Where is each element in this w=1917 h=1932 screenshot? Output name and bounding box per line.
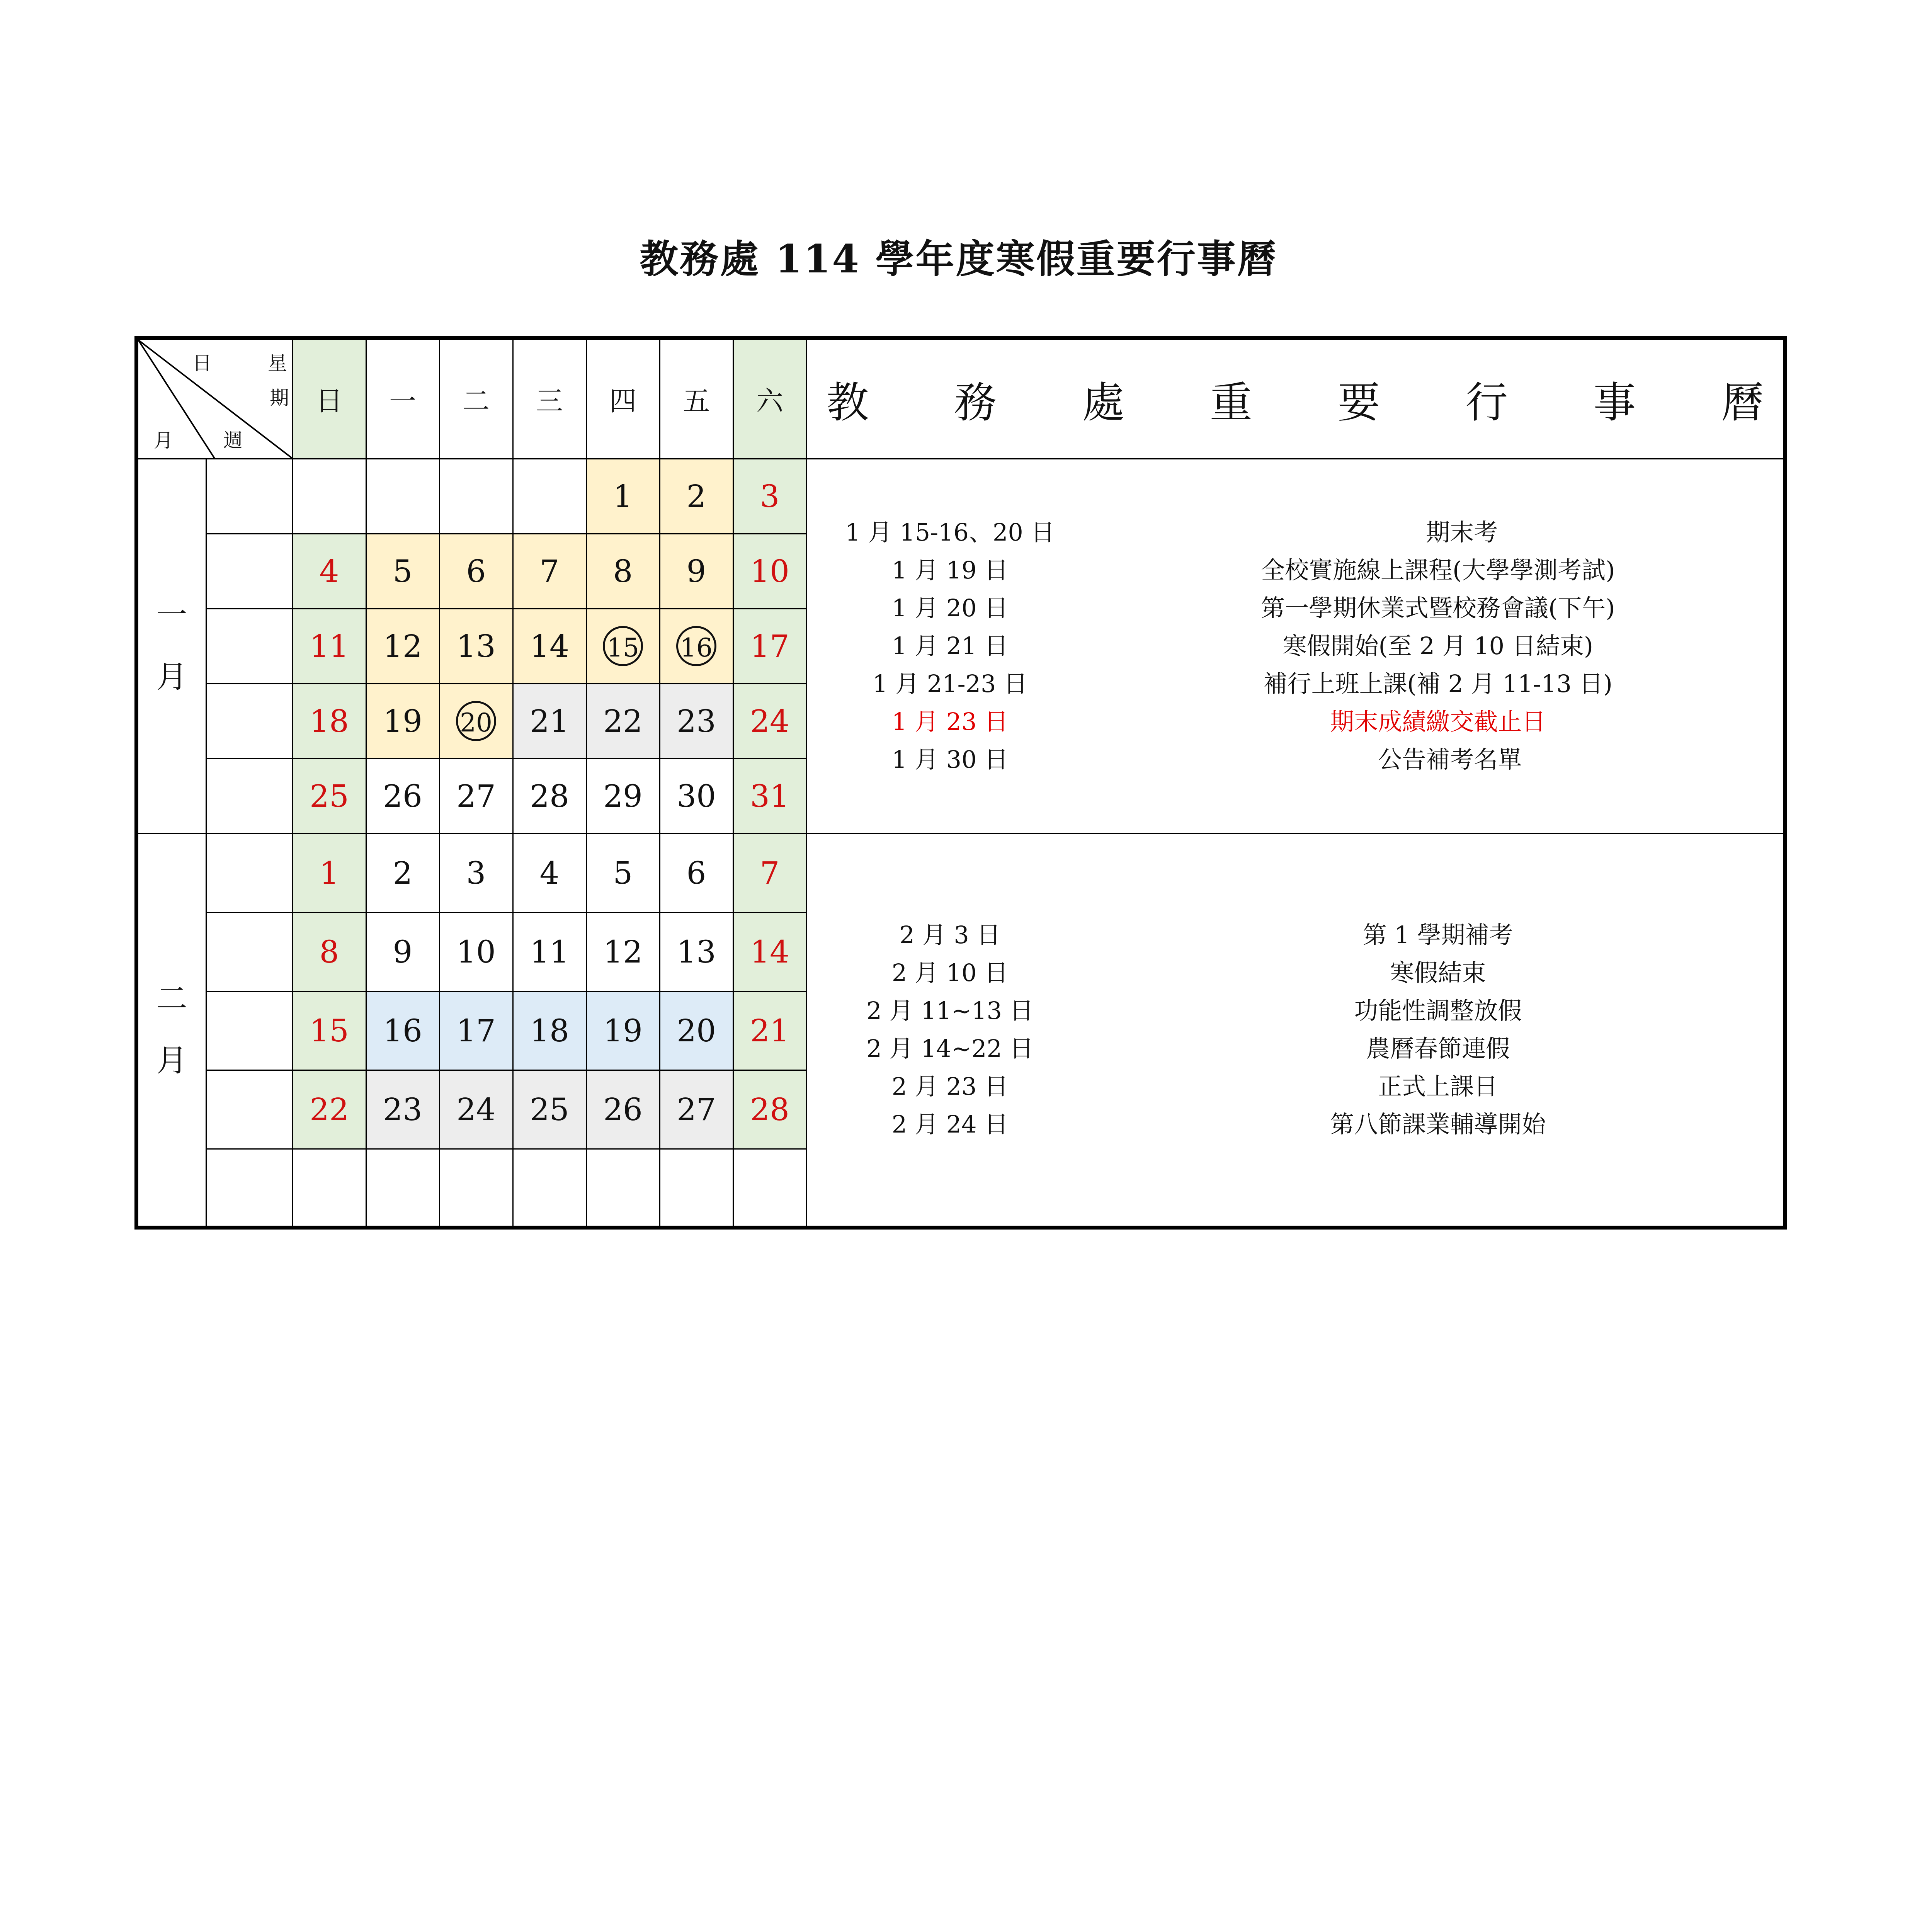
day-cell (366, 991, 439, 1070)
day-cell (366, 459, 439, 534)
day-number: 8 (319, 934, 339, 970)
day-cell (439, 534, 513, 609)
day-number: 14 (530, 628, 569, 664)
day-number: 23 (677, 703, 716, 739)
day-number: 18 (310, 703, 349, 739)
event-item (807, 627, 1783, 665)
day-number: 16 (383, 1012, 422, 1049)
weekday-mon: 一 (366, 338, 439, 459)
day-number: 17 (456, 1012, 496, 1049)
event-text: 全校實施線上課程(大學學測考試) (1261, 556, 1615, 584)
week-row (136, 833, 1785, 912)
week-row (136, 459, 1785, 534)
day-number: 24 (750, 703, 789, 739)
week-number-cell (206, 912, 293, 991)
day-number: 27 (456, 778, 496, 814)
day-cell (586, 1149, 660, 1228)
corner-week-label: 週 (223, 429, 243, 452)
month-label-char: 二 (156, 981, 187, 1017)
day-number: 17 (750, 628, 789, 664)
events-title-char: 教 (826, 378, 869, 427)
day-cell (513, 759, 586, 833)
corner-header (136, 338, 293, 459)
event-item (807, 1105, 1783, 1143)
events-title-char: 重 (1209, 378, 1252, 427)
event-date: 1 月 19 日 (891, 556, 1009, 584)
event-item (807, 551, 1783, 589)
weekday-thu: 四 (586, 338, 660, 459)
day-number: 6 (466, 553, 486, 589)
day-number: 22 (603, 703, 643, 739)
day-number: 3 (466, 855, 486, 891)
day-cell (366, 684, 439, 759)
day-number: 21 (530, 703, 569, 739)
event-date: 2 月 24 日 (891, 1110, 1009, 1139)
day-cell (513, 534, 586, 609)
month-label-char: 月 (156, 1043, 187, 1079)
day-number: 5 (393, 553, 413, 589)
day-cell (366, 833, 439, 912)
calendar-body (136, 459, 1785, 1228)
day-number: 22 (310, 1091, 349, 1128)
weekday-tue: 二 (439, 338, 513, 459)
week-number-cell (206, 609, 293, 684)
day-number: 26 (603, 1091, 643, 1128)
events-title-char: 務 (954, 378, 997, 427)
week-number-cell (206, 459, 293, 534)
day-number: 23 (383, 1091, 422, 1128)
day-number: 2 (393, 855, 413, 891)
event-text: 補行上班上課(補 2 月 11-13 日) (1263, 670, 1613, 698)
weekday-sat: 六 (733, 338, 806, 459)
day-cell (366, 1070, 439, 1149)
day-number: 7 (539, 553, 560, 589)
day-cell (733, 534, 806, 609)
day-cell (733, 912, 806, 991)
month-label-char: 月 (156, 659, 187, 695)
day-cell (513, 609, 586, 684)
day-cell (293, 534, 366, 609)
events-title-char: 事 (1593, 378, 1636, 427)
events-title-char: 要 (1337, 378, 1380, 427)
day-number: 25 (530, 1091, 569, 1128)
day-cell (366, 759, 439, 833)
calendar-table (134, 336, 1787, 1230)
day-number: 1 (319, 855, 339, 891)
day-number: 18 (530, 1012, 569, 1049)
day-cell (660, 991, 733, 1070)
day-cell (366, 1149, 439, 1228)
day-cell (293, 684, 366, 759)
circled-day-number: 20 (456, 701, 496, 741)
day-cell (439, 459, 513, 534)
events-title-char: 處 (1082, 378, 1125, 427)
day-cell (660, 1070, 733, 1149)
day-cell (586, 1070, 660, 1149)
day-cell (293, 1149, 366, 1228)
events-title-char: 行 (1465, 378, 1508, 427)
month-label-cell (136, 833, 206, 1228)
corner-period-label: 期 (270, 387, 289, 409)
event-text: 寒假結束 (1390, 959, 1486, 987)
day-cell (660, 1149, 733, 1228)
week-number-cell (206, 684, 293, 759)
day-number: 20 (677, 1012, 716, 1049)
day-number: 30 (677, 778, 716, 814)
day-number: 11 (310, 628, 349, 664)
event-date: 1 月 20 日 (891, 594, 1009, 622)
day-cell (733, 1070, 806, 1149)
day-cell (586, 609, 660, 684)
weekday-fri: 五 (660, 338, 733, 459)
event-text: 寒假開始(至 2 月 10 日結束) (1283, 632, 1594, 660)
event-text: 公告補考名單 (1354, 745, 1522, 774)
day-number: 25 (310, 778, 349, 814)
day-number: 27 (677, 1091, 716, 1128)
day-number: 28 (530, 778, 569, 814)
day-cell (293, 1070, 366, 1149)
day-cell (439, 684, 513, 759)
day-cell (586, 759, 660, 833)
day-cell (293, 759, 366, 833)
event-text: 第八節課業輔導開始 (1330, 1110, 1546, 1139)
day-cell (660, 833, 733, 912)
week-number-cell (206, 759, 293, 833)
event-item (807, 741, 1783, 779)
circled-day-number: 15 (603, 626, 643, 666)
event-date: 1 月 21 日 (891, 632, 1009, 660)
event-item (807, 954, 1783, 992)
day-number: 12 (603, 934, 643, 970)
day-cell (733, 459, 806, 534)
event-item (807, 703, 1783, 741)
day-cell (513, 912, 586, 991)
events-cell (806, 459, 1785, 833)
event-text: 農曆春節連假 (1366, 1034, 1510, 1063)
day-number: 9 (393, 934, 413, 970)
day-number: 7 (760, 855, 780, 891)
day-number: 4 (319, 553, 339, 589)
day-cell (733, 833, 806, 912)
event-text: 期末成績繳交截止日 (1330, 707, 1546, 736)
day-cell (366, 534, 439, 609)
day-number: 6 (686, 855, 706, 891)
day-cell (439, 1070, 513, 1149)
day-cell (439, 1149, 513, 1228)
day-cell (586, 684, 660, 759)
event-date: 1 月 30 日 (891, 745, 1009, 774)
week-number-cell (206, 1070, 293, 1149)
day-number: 1 (613, 478, 633, 514)
event-item (807, 916, 1783, 954)
day-cell (733, 991, 806, 1070)
week-number-cell (206, 833, 293, 912)
day-number: 31 (750, 778, 789, 814)
event-date: 2 月 14~22 日 (866, 1034, 1034, 1063)
month-label-cell (136, 459, 206, 833)
event-item (807, 1068, 1783, 1105)
day-cell (660, 534, 733, 609)
day-number: 15 (310, 1012, 349, 1049)
week-number-cell (206, 991, 293, 1070)
day-number: 9 (686, 553, 706, 589)
event-item (807, 589, 1783, 627)
events-cell (806, 833, 1785, 1228)
day-number: 10 (456, 934, 496, 970)
day-cell (513, 1149, 586, 1228)
weekday-sun: 日 (293, 338, 366, 459)
day-number: 4 (539, 855, 560, 891)
day-cell (586, 534, 660, 609)
day-number: 26 (383, 778, 422, 814)
week-number-cell (206, 1149, 293, 1228)
day-cell (366, 609, 439, 684)
day-number: 2 (686, 478, 706, 514)
day-cell (660, 912, 733, 991)
header-row (136, 338, 1785, 459)
day-number: 13 (677, 934, 716, 970)
event-date: 1 月 15-16、20 日 (845, 518, 1055, 546)
event-text: 期末考 (1378, 518, 1498, 546)
day-number: 11 (530, 934, 569, 970)
event-text: 正式上課日 (1378, 1072, 1498, 1101)
event-item (807, 665, 1783, 703)
event-text: 功能性調整放假 (1354, 997, 1522, 1025)
day-number: 14 (750, 934, 789, 970)
day-cell (660, 609, 733, 684)
day-cell (733, 759, 806, 833)
event-date: 1 月 21-23 日 (872, 670, 1028, 698)
day-cell (660, 684, 733, 759)
event-date: 2 月 3 日 (899, 921, 1001, 949)
day-cell (293, 912, 366, 991)
day-cell (293, 459, 366, 534)
event-date: 2 月 10 日 (891, 959, 1009, 987)
day-number: 8 (613, 553, 633, 589)
month-label-char: 一 (156, 597, 187, 633)
day-number: 19 (603, 1012, 643, 1049)
day-number: 5 (613, 855, 633, 891)
day-cell (733, 684, 806, 759)
circled-day-number: 16 (676, 626, 716, 666)
week-number-cell (206, 534, 293, 609)
corner-month-label: 月 (154, 429, 173, 452)
day-cell (513, 1070, 586, 1149)
day-cell (660, 759, 733, 833)
day-cell (293, 833, 366, 912)
event-item (807, 1030, 1783, 1068)
day-cell (586, 912, 660, 991)
day-cell (293, 609, 366, 684)
day-number: 21 (750, 1012, 789, 1049)
day-cell (513, 991, 586, 1070)
day-number: 13 (456, 628, 496, 664)
events-header (806, 338, 1785, 459)
corner-star-label: 星 (268, 352, 287, 374)
day-cell (439, 912, 513, 991)
day-cell (439, 991, 513, 1070)
day-number: 19 (383, 703, 422, 739)
day-number: 24 (456, 1091, 496, 1128)
day-cell (586, 991, 660, 1070)
day-number: 29 (603, 778, 643, 814)
corner-day-label: 日 (192, 352, 212, 374)
event-date: 2 月 11~13 日 (866, 997, 1034, 1025)
day-number: 12 (383, 628, 422, 664)
page-title: 教務處 114 學年度寒假重要行事曆 (640, 236, 1277, 282)
day-cell (513, 833, 586, 912)
day-cell (513, 684, 586, 759)
events-title-char: 曆 (1721, 378, 1764, 427)
day-cell (366, 912, 439, 991)
day-cell (513, 459, 586, 534)
day-cell (733, 609, 806, 684)
event-text: 第一學期休業式暨校務會議(下午) (1261, 594, 1615, 622)
event-item (807, 992, 1783, 1030)
event-text: 第 1 學期補考 (1362, 921, 1513, 949)
day-cell (660, 459, 733, 534)
day-cell (586, 459, 660, 534)
day-number: 28 (750, 1091, 789, 1128)
day-cell (293, 991, 366, 1070)
event-date: 1 月 23 日 (891, 707, 1009, 736)
day-number: 3 (760, 478, 780, 514)
day-cell (733, 1149, 806, 1228)
weekday-wed: 三 (513, 338, 586, 459)
event-date: 2 月 23 日 (891, 1072, 1009, 1101)
event-item (807, 514, 1783, 551)
day-cell (586, 833, 660, 912)
day-cell (439, 833, 513, 912)
day-cell (439, 609, 513, 684)
day-number: 10 (750, 553, 789, 589)
day-cell (439, 759, 513, 833)
